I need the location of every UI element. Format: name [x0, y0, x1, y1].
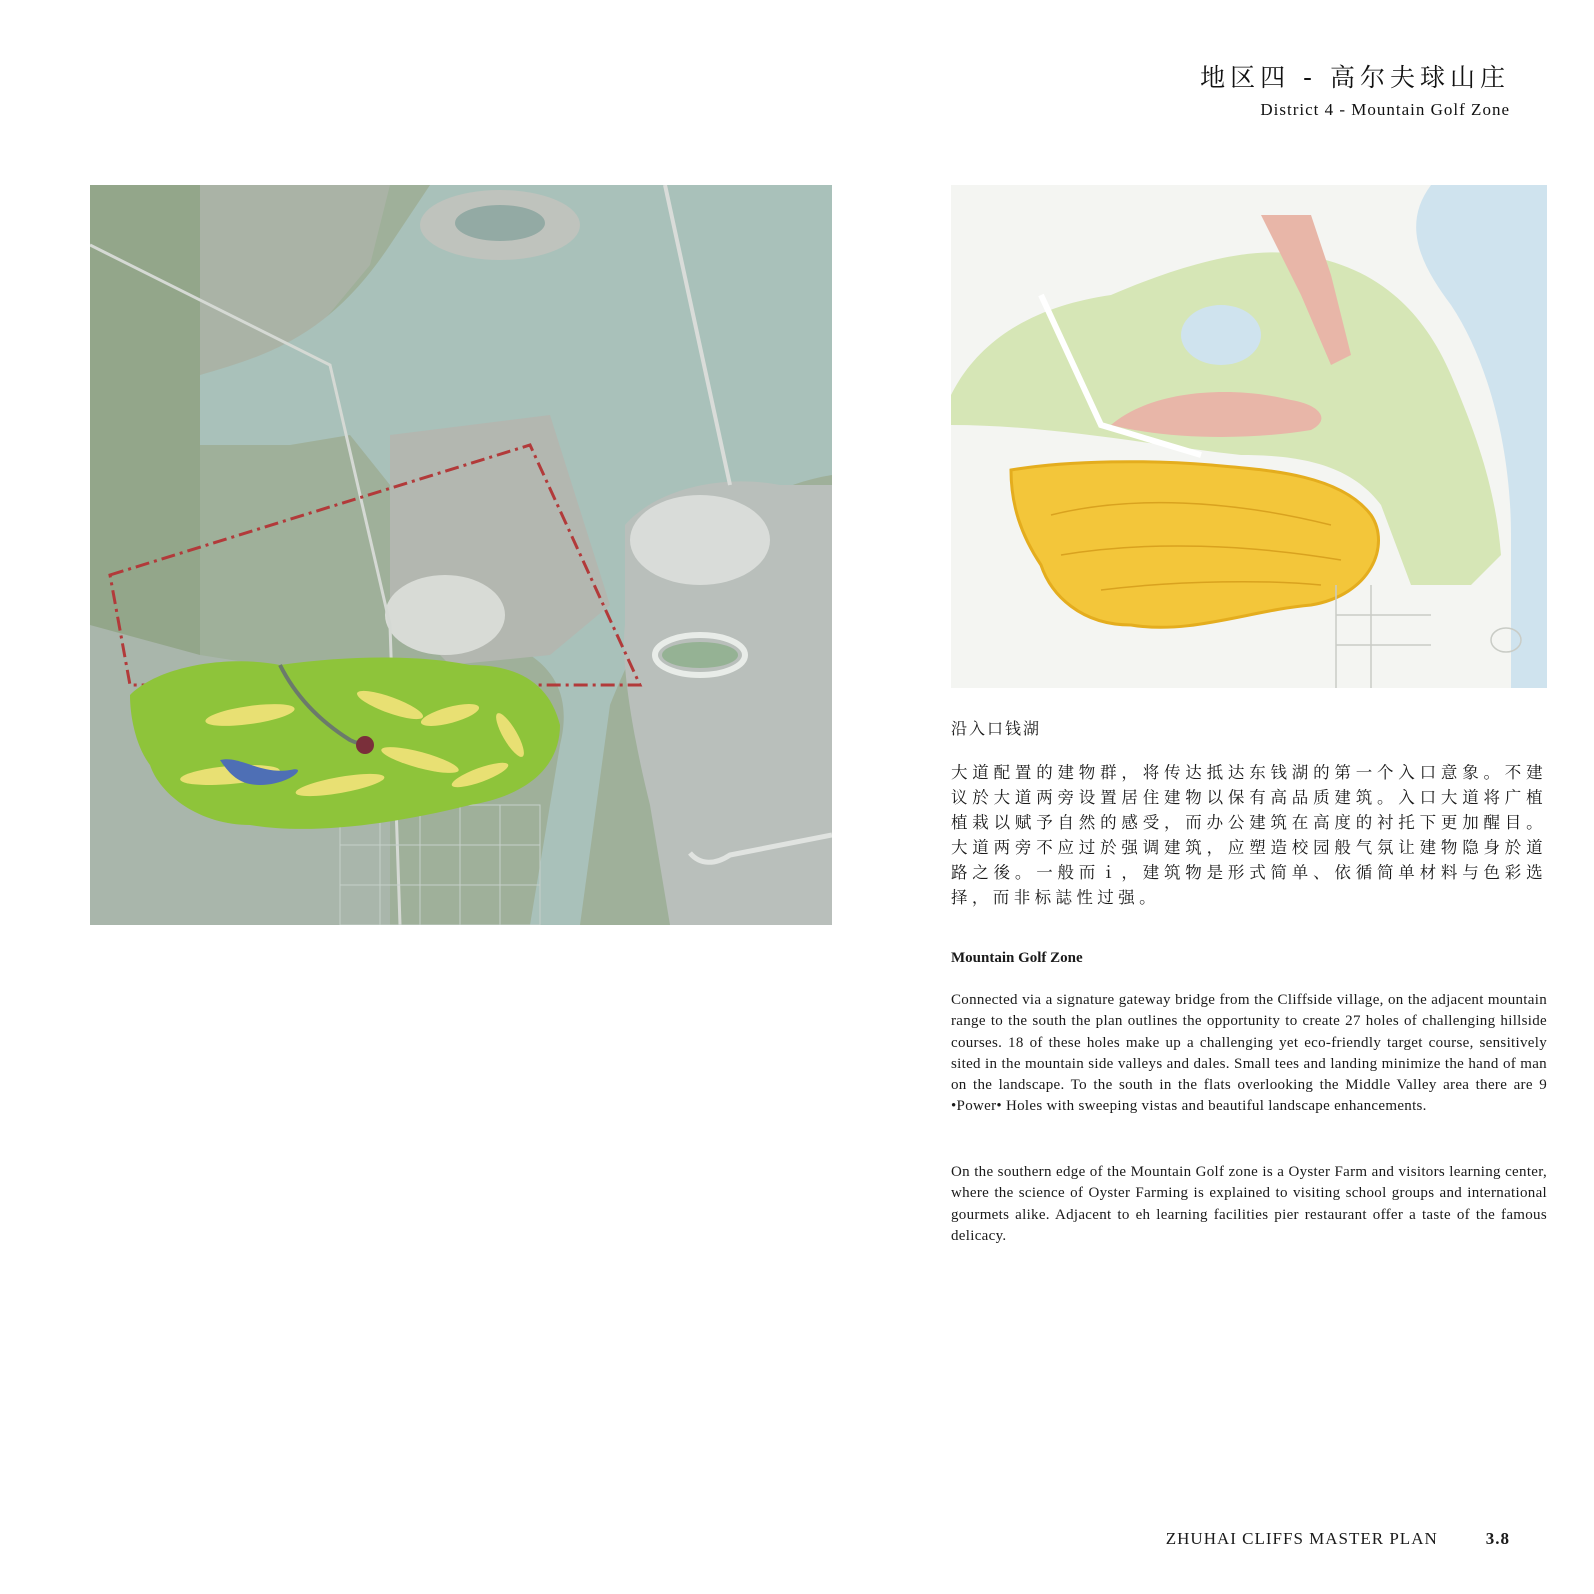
east-development: [630, 495, 770, 585]
section-paragraph-en-2: On the southern edge of the Mountain Golf zone is a Oyster Farm and visitors learning center, where the science of Oyster Farming is explained to visiting school groups and international gourmets alike. Adjacent to eh learning facilities pier restaurant offer a taste of the famous delicacy.: [951, 1164, 1547, 1244]
section-heading-en: Mountain Golf Zone: [951, 950, 1083, 966]
plan-golf-zone: [1011, 462, 1379, 628]
plan-lake: [1181, 305, 1261, 365]
page-number: 3.8: [1485, 1529, 1510, 1548]
page-title-cn: 地区四 - 高尔夫球山庄: [1200, 63, 1510, 92]
master-plan-illustration: [951, 185, 1547, 688]
page-footer: [1166, 1529, 1510, 1549]
page-title-en: District 4 - Mountain Golf Zone: [1260, 100, 1510, 119]
quarry-area: [385, 575, 505, 655]
section-heading-cn: 沿入口钱湖: [951, 719, 1042, 738]
aerial-site-map-graphic: [90, 185, 832, 925]
section-paragraph-cn: 大道配置的建物群，将传达抵达东钱湖的第一个入口意象。不建议於大道两旁设置居住建物以保有高品质建筑。入口大道将广植植栽以赋予自然的感受，而办公建筑在高度的衬托下更加醒目。大道两旁不应过於强调建筑，应塑造校园般气氛让建物隐身於道路之後。一般而ｉ，建筑物是形式简单、依循简单材料与色彩选择，而非标誌性过强。: [951, 763, 1547, 907]
footer-title: ZHUHAI CLIFFS MASTER PLAN: [1165, 1529, 1438, 1548]
clubhouse-marker: [356, 736, 374, 754]
section-paragraph-en-1: Connected via a signature gateway bridge from the Cliffside village, on the adjacent mountain range to the south the plan outlines the opportunity to create 27 holes of challenging hillside courses. 18 of these holes make up a challenging yet eco-friendly target course, sensitively sited in the mountain side valleys and dales. Small tees and landing minimize the hand of man on the landscape. To the south in the flats overlooking the Middle Valley area there are 9 •Power• Holes with sweeping vistas and beautiful landscape enhancements.: [951, 992, 1547, 1115]
page-header: [1200, 58, 1510, 120]
master-plan-graphic: [951, 185, 1547, 688]
aerial-site-map: [90, 185, 832, 925]
